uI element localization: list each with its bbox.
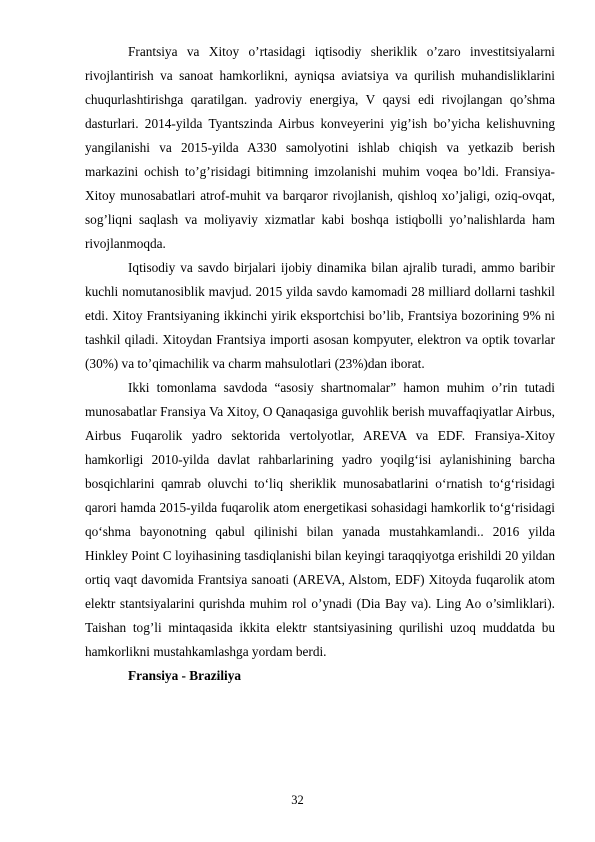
section-heading: Fransiya - Braziliya [128,668,242,683]
page-number: 32 [291,793,304,807]
paragraph-nuclear-cooperation: Ikki tomonlama savdoda “asosiy shartnomalar” hamon muhim o’rin tutadi munosabatlar Fransiya Va Xitoy, O Qanaqasiga guvohlik berish muvaffaqiyatlar Airbus, Airbus Fuqarolik yadro sektorida vertolyotlar, AREVA va EDF. Fransiya-Xitoy hamkorligi 2010-yilda davlat rahbarlarining yadro yoqilg‘isi aylanishining barcha bosqichlarini qamrab oluvchi to‘liq sheriklik munosabatlarini o‘rnatish to‘g‘risidagi qarori hamda 2015-yilda fuqarolik atom energetikasi sohasidagi hamkorlik to‘g‘risidagi qo‘shma bayonotning qabul qilinishi bilan yanada mustahkamlandi.. 2016 yilda Hinkley Point C loyihasining tasdiqlanishi bilan keyingi taraqqiyotga erishildi 20 yildan ortiq vaqt davomida Frantsiya sanoati (AREVA, Alstom, EDF) Xitoyda fuqarolik atom elektr stantsiyalarini qurishda muhim rol o’ynadi (Dia Bay va). Ling Ao o’simliklari). Taishan tog’li mintaqasida ikkita elektr stantsiyasining qurilishi uzoq muddatda bu hamkorlikni mustahkamlashga yordam berdi. [85,380,555,659]
paragraph-trade-exchanges: Iqtisodiy va savdo birjalari ijobiy dinamika bilan ajralib turadi, ammo baribir kuchli nomutanosiblik mavjud. 2015 yilda savdo kamomadi 28 milliard dollarni tashkil etdi. Xitoy Frantsiyaning ikkinchi yirik eksportchisi bo’lib, Frantsiya bozorining 9% ni tashkil qiladi. Xitoydan Frantsiya importi asosan kompyuter, elektron va optik tovarlar (30%) va to’qimachilik va charm mahsulotlari (23%)dan iborat. [85,260,555,371]
paragraph-economic-partnership: Frantsiya va Xitoy o’rtasidagi iqtisodiy sheriklik o’zaro investitsiyalarni rivojlantirish va sanoat hamkorlikni, ayniqsa aviatsiya va qurilish muhandisliklarini chuqurlashtirishga qaratilgan. yadroviy energiya, V qaysi edi rivojlangan qo’shma dasturlari. 2014-yilda Tyantszinda Airbus konveyerini yig’ish bo’yicha kelishuvning yangilanishi va 2015-yilda A330 samolyotini ishlab chiqish va yetkazib berish markazini ochish to’g’risidagi bitimning imzolanishi muhim voqea bo’ldi. Fransiya-Xitoy munosabatlari atrof-muhit va barqaror rivojlanish, qishloq xo’jaligi, oziq-ovqat, sog’liqni saqlash va moliyaviy xizmatlar kabi boshqa istiqbolli yo’nalishlarda ham rivojlanmoqda. [85,44,555,251]
page-body [85,40,555,688]
